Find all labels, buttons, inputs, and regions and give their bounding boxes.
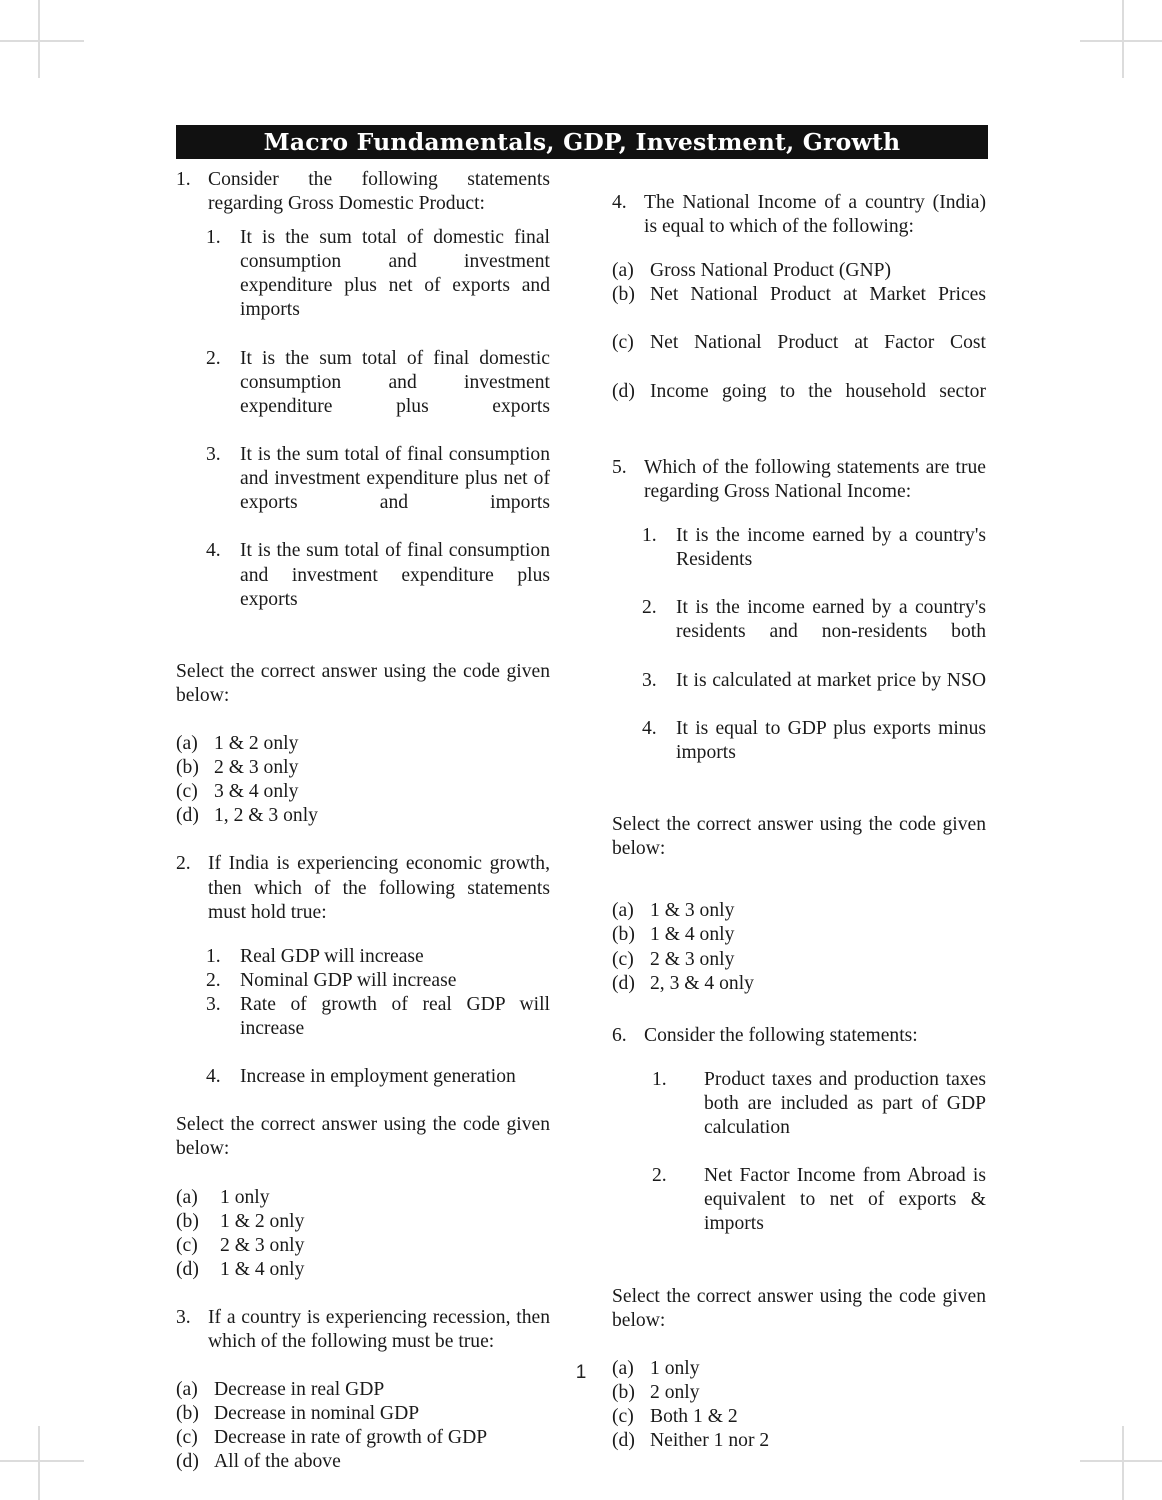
- statement-item: [206, 539, 550, 635]
- option-key: (a): [176, 733, 198, 755]
- statement-text: Nominal GDP will increase: [240, 969, 457, 991]
- option-key: (c): [176, 1234, 198, 1256]
- option-a[interactable]: [612, 899, 986, 923]
- select-instruction-text: Select the correct answer using the code given below:: [612, 1285, 986, 1331]
- question-6-statement-list: [652, 1068, 986, 1261]
- option-text: 1 & 2 only: [220, 1210, 305, 1232]
- option-d[interactable]: [612, 1429, 986, 1453]
- select-instruction-text: Select the correct answer using the code given below:: [176, 1114, 550, 1160]
- option-c[interactable]: [612, 948, 986, 972]
- crop-mark-top-left-horizontal: [0, 40, 84, 42]
- statement-number: 1.: [206, 227, 221, 249]
- statement-item: [206, 443, 550, 539]
- question-1-stem-text: Consider the following statements regarding Gross Domestic Product:: [208, 169, 550, 215]
- question-1: [176, 168, 550, 828]
- statement-item: [206, 347, 550, 443]
- statement-number: 1.: [206, 945, 221, 967]
- option-key: (d): [612, 972, 635, 994]
- statement-number: 4.: [206, 1066, 221, 1088]
- question-5-stem-text: Which of the following statements are true regarding Gross National Income:: [644, 456, 986, 502]
- statement-number: 1.: [642, 525, 657, 547]
- statement-text: It is the income earned by a country's residents and non-residents both: [676, 597, 986, 643]
- option-c[interactable]: [176, 780, 550, 804]
- statement-item: [642, 596, 986, 668]
- column-left: [176, 168, 550, 1475]
- question-4-number: 4.: [612, 192, 627, 213]
- option-b[interactable]: [612, 923, 986, 947]
- statement-text: It is the sum total of final consumption and investment expenditure plus exports: [240, 540, 550, 610]
- select-instruction-text: Select the correct answer using the code given below:: [612, 814, 986, 860]
- page-number: 1: [575, 1362, 587, 1383]
- statement-text: Product taxes and production taxes both are included as part of GDP calculation: [704, 1068, 986, 1138]
- option-d[interactable]: [612, 380, 986, 428]
- statement-number: 3.: [206, 993, 221, 1015]
- question-2-number: 2.: [176, 853, 191, 875]
- question-2-statement-list: [206, 945, 550, 1090]
- question-4-stem: [612, 191, 986, 239]
- question-3-number: 3.: [176, 1306, 191, 1328]
- statement-text: Rate of growth of real GDP will increase: [240, 993, 550, 1039]
- statement-number: 4.: [642, 717, 657, 739]
- question-4: [612, 191, 986, 428]
- option-d[interactable]: [612, 972, 986, 996]
- option-key: (b): [176, 1210, 199, 1232]
- option-d[interactable]: [176, 804, 550, 828]
- statement-text: It is the sum total of final consumption and investment expenditure plus net of exports and imports: [240, 444, 550, 514]
- option-text: 1 & 2 only: [214, 733, 299, 755]
- option-a[interactable]: [612, 259, 986, 283]
- question-5-select-instruction: [612, 813, 986, 885]
- statement-number: 2.: [652, 1165, 667, 1187]
- statement-number: 2.: [206, 347, 221, 369]
- question-5-number: 5.: [612, 456, 627, 478]
- option-key: (b): [176, 1403, 199, 1425]
- option-key: (d): [176, 805, 199, 827]
- option-key: (c): [612, 1406, 634, 1428]
- option-b[interactable]: [176, 1402, 550, 1426]
- question-3-stem-text: If a country is experiencing recession, then which of the following must be true:: [208, 1306, 550, 1353]
- question-5-statement-list: [642, 524, 986, 789]
- option-text: 2 & 3 only: [650, 948, 735, 970]
- statement-number: 1.: [652, 1068, 667, 1090]
- question-2: [176, 852, 550, 1282]
- option-text: All of the above: [214, 1451, 341, 1473]
- question-6-number: 6.: [612, 1024, 627, 1046]
- statement-text: Net Factor Income from Abroad is equivalent to net of exports & imports: [704, 1165, 986, 1235]
- question-2-select-instruction: [176, 1113, 550, 1185]
- statement-text: It is the income earned by a country's Residents: [676, 525, 986, 571]
- crop-mark-bottom-left-horizontal: [0, 1460, 84, 1462]
- option-d[interactable]: [176, 1258, 550, 1282]
- statement-text: It is equal to GDP plus exports minus imports: [676, 717, 986, 763]
- option-text: Net National Product at Factor Cost: [650, 332, 986, 354]
- question-5: [612, 456, 986, 996]
- option-b[interactable]: [612, 1381, 986, 1405]
- option-b[interactable]: [612, 283, 986, 331]
- option-key: (a): [612, 1357, 634, 1379]
- option-key: (d): [176, 1258, 199, 1280]
- option-key: (b): [176, 757, 199, 779]
- question-3: [176, 1306, 550, 1475]
- option-b[interactable]: [176, 756, 550, 780]
- question-3-stem: [176, 1306, 550, 1354]
- option-text: 2 only: [650, 1381, 700, 1403]
- statement-number: 2.: [642, 597, 657, 619]
- statement-text: It is the sum total of domestic final consumption and investment expenditure plus net of exports and imports: [240, 227, 550, 321]
- option-key: (d): [612, 1430, 635, 1452]
- option-a[interactable]: [176, 732, 550, 756]
- option-text: 2 & 3 only: [220, 1234, 305, 1256]
- statement-item: [206, 969, 550, 993]
- crop-mark-top-left-vertical: [38, 0, 40, 78]
- option-c[interactable]: [612, 1405, 986, 1429]
- question-2-option-list: [176, 1186, 550, 1282]
- select-instruction-text: Select the correct answer using the code given below:: [176, 660, 550, 706]
- statement-item: [642, 524, 986, 596]
- option-key: (c): [176, 781, 198, 803]
- statement-number: 4.: [206, 540, 221, 562]
- option-key: (c): [612, 332, 634, 354]
- statement-text: It is the sum total of final domestic consumption and investment expenditure plus exports: [240, 347, 550, 417]
- option-key: (d): [176, 1451, 199, 1473]
- question-1-select-instruction: [176, 660, 550, 732]
- option-key: (b): [612, 284, 635, 306]
- crop-mark-bottom-left-vertical: [38, 1426, 40, 1500]
- column-right: [612, 168, 986, 1453]
- question-1-option-list: [176, 732, 550, 828]
- option-key: (c): [612, 948, 634, 970]
- option-b[interactable]: [176, 1210, 550, 1234]
- question-6-stem: [612, 1024, 986, 1048]
- option-text: 1 & 4 only: [220, 1258, 305, 1280]
- option-c[interactable]: [176, 1426, 550, 1450]
- question-2-stem: [176, 852, 550, 924]
- question-1-number: 1.: [176, 169, 191, 190]
- option-key: (c): [176, 1427, 198, 1449]
- statement-item: [652, 1068, 986, 1164]
- option-text: Neither 1 nor 2: [650, 1430, 770, 1452]
- question-6-select-instruction: [612, 1285, 986, 1357]
- option-key: (a): [612, 260, 634, 282]
- option-key: (b): [612, 1381, 635, 1403]
- crop-mark-top-right-horizontal: [1080, 40, 1162, 42]
- statement-item: [642, 717, 986, 789]
- option-text: 2 & 3 only: [214, 757, 299, 779]
- statement-item: [206, 993, 550, 1065]
- option-text: 1, 2 & 3 only: [214, 805, 318, 827]
- question-4-option-list: [612, 259, 986, 428]
- question-6: [612, 1024, 986, 1454]
- option-c[interactable]: [176, 1234, 550, 1258]
- statement-item: [206, 226, 550, 346]
- option-text: Decrease in rate of growth of GDP: [214, 1427, 488, 1449]
- crop-mark-bottom-right-vertical: [1122, 1426, 1124, 1500]
- option-text: Net National Product at Market Prices: [650, 284, 986, 306]
- question-2-stem-text: If India is experiencing economic growth, then which of the following statements must hold true:: [208, 853, 550, 923]
- question-6-stem-text: Consider the following statements:: [644, 1024, 918, 1046]
- section-title-banner: [176, 125, 988, 159]
- statement-item: [652, 1164, 986, 1260]
- option-key: (b): [612, 924, 635, 946]
- option-text: Both 1 & 2: [650, 1406, 738, 1428]
- statement-text: Increase in employment generation: [240, 1066, 516, 1088]
- statement-text: Real GDP will increase: [240, 945, 424, 967]
- question-4-stem-text: The National Income of a country (India) is equal to which of the following:: [644, 192, 986, 238]
- question-3-option-list: [176, 1378, 550, 1474]
- option-key: (a): [176, 1379, 198, 1401]
- page-title: Macro Fundamentals, GDP, Investment, Growth: [263, 128, 901, 156]
- question-5-option-list: [612, 899, 986, 995]
- statement-text: It is calculated at market price by NSO: [676, 669, 986, 691]
- question-5-stem: [612, 456, 986, 504]
- option-text: 1 & 4 only: [650, 924, 735, 946]
- option-key: (d): [612, 380, 635, 402]
- statement-item: [206, 1065, 550, 1089]
- statement-number: 3.: [206, 444, 221, 466]
- question-1-statement-list: [206, 226, 550, 636]
- statement-item: [642, 669, 986, 717]
- option-text: 2, 3 & 4 only: [650, 972, 754, 994]
- question-1-stem: [176, 168, 550, 216]
- option-text: 3 & 4 only: [214, 781, 299, 803]
- option-text: Gross National Product (GNP): [650, 260, 892, 282]
- crop-mark-bottom-right-horizontal: [1080, 1460, 1162, 1462]
- option-text: 1 & 3 only: [650, 900, 735, 922]
- statement-number: 2.: [206, 969, 221, 991]
- option-a[interactable]: [176, 1186, 550, 1210]
- option-c[interactable]: [612, 331, 986, 379]
- option-text: 1 only: [220, 1186, 270, 1208]
- crop-mark-top-right-vertical: [1122, 0, 1124, 78]
- option-text: Decrease in real GDP: [214, 1379, 385, 1401]
- statement-number: 3.: [642, 669, 657, 691]
- option-d[interactable]: [176, 1450, 550, 1474]
- statement-item: [206, 945, 550, 969]
- option-key: (a): [612, 900, 634, 922]
- option-text: 1 only: [650, 1357, 700, 1379]
- option-text: Decrease in nominal GDP: [214, 1403, 420, 1425]
- option-text: Income going to the household sector: [650, 380, 986, 402]
- option-key: (a): [176, 1186, 198, 1208]
